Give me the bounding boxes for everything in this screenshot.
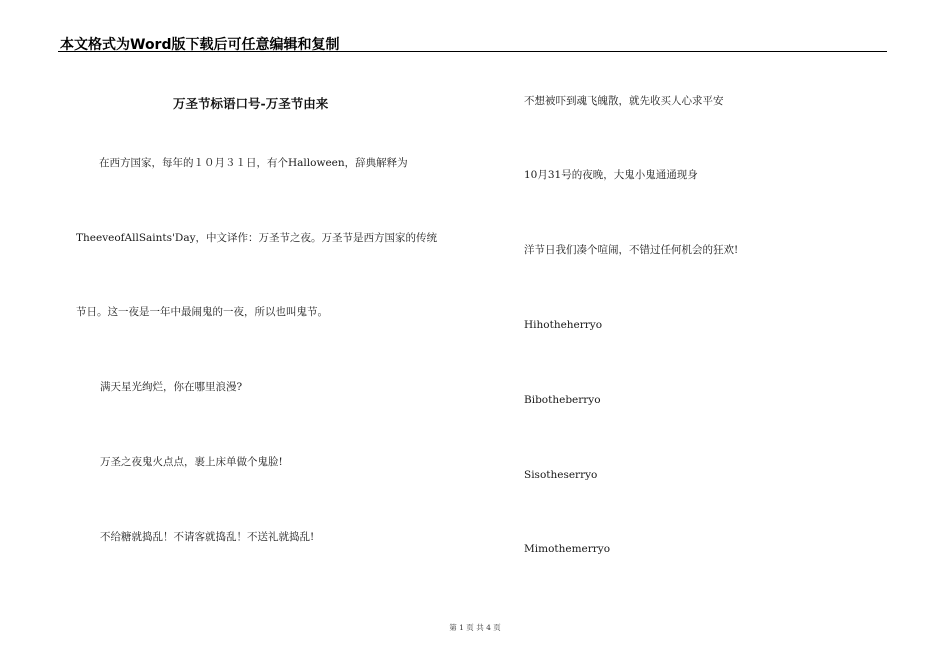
chant-line: Bibotheberryo: [524, 394, 601, 406]
document-title: 万圣节标语口号-万圣节由来: [173, 96, 329, 111]
chant-line: Mimothemerryo: [524, 543, 611, 555]
slogan-line: 满天星光绚烂，你在哪里浪漫?: [100, 381, 243, 393]
left-paragraph-line-3: 节日。这一夜是一年中最闹鬼的一夜，所以也叫鬼节。: [76, 306, 328, 318]
chant-line: Hihotheherryo: [524, 319, 603, 331]
header-title: 本文格式为Word版下载后可任意编辑和复制: [60, 37, 340, 53]
chant-line: Sisotheserryo: [524, 469, 598, 481]
slogan-line: 10月31号的夜晚，大鬼小鬼通通现身: [524, 169, 698, 181]
slogan-line: 不给糖就捣乱！不请客就捣乱！不送礼就捣乱!: [100, 531, 315, 543]
left-paragraph-line-2: TheeveofAllSaints'Day，中文译作：万圣节之夜。万圣节是西方国家的传统: [76, 232, 438, 244]
slogan-line: 万圣之夜鬼火点点，裹上床单做个鬼脸!: [100, 456, 283, 468]
slogan-line: 不想被吓到魂飞魄散，就先收买人心求平安: [524, 95, 724, 107]
slogan-line: 洋节日我们凑个喧闹，不错过任何机会的狂欢!: [524, 244, 739, 256]
page-number: 第 1 页 共 4 页: [449, 623, 501, 632]
header-divider: [58, 51, 887, 52]
left-paragraph-line-1: 在西方国家，每年的１０月３１日，有个Halloween，辞典解释为: [99, 157, 408, 169]
